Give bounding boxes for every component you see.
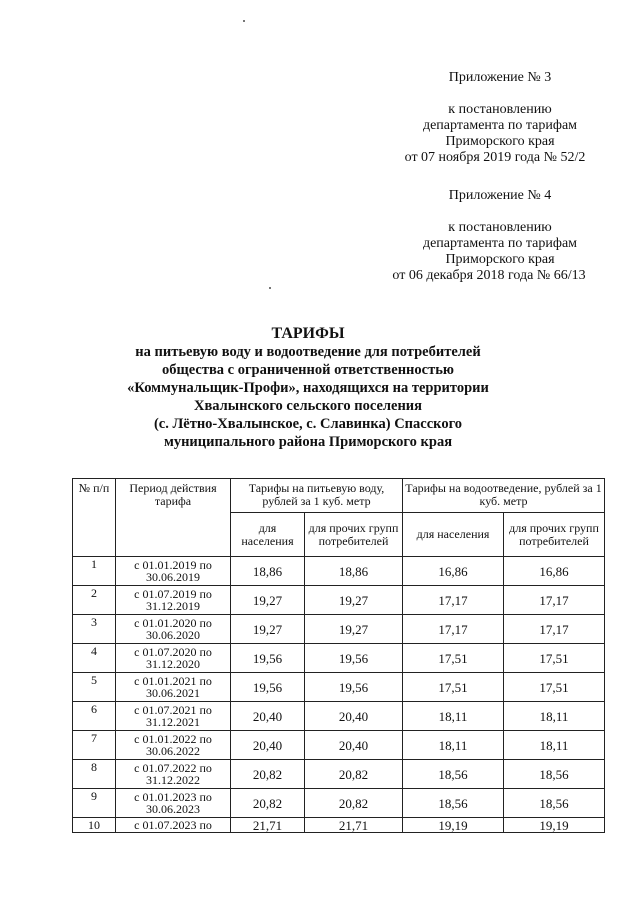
annex-3-block (380, 70, 620, 166)
title-line: общества с ограниченной ответственностью (162, 362, 454, 378)
row-waste-other: 17,17 (504, 615, 605, 644)
table-row (73, 615, 605, 644)
row-water-other: 18,86 (305, 557, 403, 586)
row-waste-population: 18,56 (403, 760, 504, 789)
row-water-population: 20,82 (231, 789, 305, 818)
annex-4-line: Приморского края (445, 252, 555, 267)
row-num: 9 (73, 789, 116, 818)
scan-dot (243, 20, 245, 22)
table-row (73, 557, 605, 586)
annex-3-line: от 07 ноября 2019 года № 52/2 (404, 150, 586, 165)
table-row (73, 673, 605, 702)
annex-4-header: Приложение № 4 (448, 188, 552, 203)
row-waste-other: 18,56 (504, 789, 605, 818)
row-waste-other: 19,19 (504, 818, 605, 833)
row-waste-population: 18,11 (403, 702, 504, 731)
table-row (73, 731, 605, 760)
row-period: с 01.07.2019 по 31.12.2019 (116, 586, 231, 615)
title-line: (с. Лётно-Хвалынское, с. Славинка) Спасского (153, 416, 463, 432)
header-water-population: для населения (231, 513, 305, 557)
row-water-population: 19,27 (231, 615, 305, 644)
row-waste-population: 17,17 (403, 586, 504, 615)
row-water-population: 19,56 (231, 673, 305, 702)
row-period: с 01.01.2020 по 30.06.2020 (116, 615, 231, 644)
annex-3-header: Приложение № 3 (448, 70, 552, 85)
row-waste-other: 17,51 (504, 673, 605, 702)
row-water-population: 19,27 (231, 586, 305, 615)
annex-4-line: от 06 декабря 2018 года № 66/13 (392, 268, 586, 283)
row-waste-population: 18,11 (403, 731, 504, 760)
row-water-other: 20,40 (305, 702, 403, 731)
title-line: муниципального района Приморского края (163, 434, 453, 450)
table-row (73, 702, 605, 731)
row-water-population: 20,82 (231, 760, 305, 789)
row-num: 10 (73, 818, 116, 833)
row-period: с 01.07.2021 по 31.12.2021 (116, 702, 231, 731)
row-waste-other: 18,11 (504, 702, 605, 731)
header-waste-group: Тарифы на водоотведение, рублей за 1 куб. метр (403, 479, 605, 513)
row-num: 2 (73, 586, 116, 615)
row-period: с 01.07.2022 по 31.12.2022 (116, 760, 231, 789)
row-water-other: 19,56 (305, 644, 403, 673)
row-water-population: 19,56 (231, 644, 305, 673)
row-waste-population: 19,19 (403, 818, 504, 833)
row-num: 7 (73, 731, 116, 760)
annex-3-line: к постановлению (448, 102, 552, 117)
row-water-other: 19,27 (305, 586, 403, 615)
annex-3-line: департамента по тарифам (422, 118, 578, 133)
row-waste-other: 17,51 (504, 644, 605, 673)
tariffs-table (72, 478, 605, 833)
table-row (73, 586, 605, 615)
header-waste-population: для населения (403, 513, 504, 557)
table-row (73, 789, 605, 818)
header-water-group: Тарифы на питьевую воду, рублей за 1 куб. метр (231, 479, 403, 513)
row-waste-other: 16,86 (504, 557, 605, 586)
row-water-other: 20,82 (305, 760, 403, 789)
table-row (73, 644, 605, 673)
row-water-other: 19,27 (305, 615, 403, 644)
row-waste-population: 17,51 (403, 644, 504, 673)
document-title (108, 325, 508, 451)
table-row (73, 760, 605, 789)
row-num: 4 (73, 644, 116, 673)
row-water-population: 18,86 (231, 557, 305, 586)
row-period: с 01.01.2021 по 30.06.2021 (116, 673, 231, 702)
row-period: с 01.01.2019 по 30.06.2019 (116, 557, 231, 586)
row-water-other: 20,40 (305, 731, 403, 760)
row-water-population: 21,71 (231, 818, 305, 833)
row-water-other: 21,71 (305, 818, 403, 833)
row-waste-population: 17,17 (403, 615, 504, 644)
scan-dot (269, 287, 271, 289)
row-period: с 01.01.2022 по 30.06.2022 (116, 731, 231, 760)
row-num: 1 (73, 557, 116, 586)
title-line: на питьевую воду и водоотведение для потребителей (135, 344, 481, 360)
row-num: 8 (73, 760, 116, 789)
row-num: 6 (73, 702, 116, 731)
row-water-other: 20,82 (305, 789, 403, 818)
header-num: № п/п (73, 479, 116, 557)
row-waste-population: 16,86 (403, 557, 504, 586)
row-num: 3 (73, 615, 116, 644)
row-waste-other: 17,17 (504, 586, 605, 615)
title-main: ТАРИФЫ (271, 325, 345, 342)
annex-4-block (380, 188, 620, 284)
title-line: «Коммунальщик-Профи», находящихся на территории (127, 380, 489, 396)
title-line: Хвалынского сельского поселения (193, 398, 422, 414)
row-num: 5 (73, 673, 116, 702)
row-waste-other: 18,11 (504, 731, 605, 760)
row-waste-population: 17,51 (403, 673, 504, 702)
row-period: с 01.01.2023 по 30.06.2023 (116, 789, 231, 818)
row-period: с 01.07.2023 по (116, 818, 231, 833)
header-waste-other: для прочих групп потребителей (504, 513, 605, 557)
row-waste-other: 18,56 (504, 760, 605, 789)
header-water-other: для прочих групп потребителей (305, 513, 403, 557)
row-water-population: 20,40 (231, 731, 305, 760)
annex-4-line: к постановлению (448, 220, 552, 235)
row-water-other: 19,56 (305, 673, 403, 702)
annex-4-line: департамента по тарифам (422, 236, 578, 251)
table-row (73, 818, 605, 833)
row-water-population: 20,40 (231, 702, 305, 731)
annex-3-line: Приморского края (445, 134, 555, 149)
row-waste-population: 18,56 (403, 789, 504, 818)
row-period: с 01.07.2020 по 31.12.2020 (116, 644, 231, 673)
header-period: Период действия тарифа (116, 479, 231, 557)
